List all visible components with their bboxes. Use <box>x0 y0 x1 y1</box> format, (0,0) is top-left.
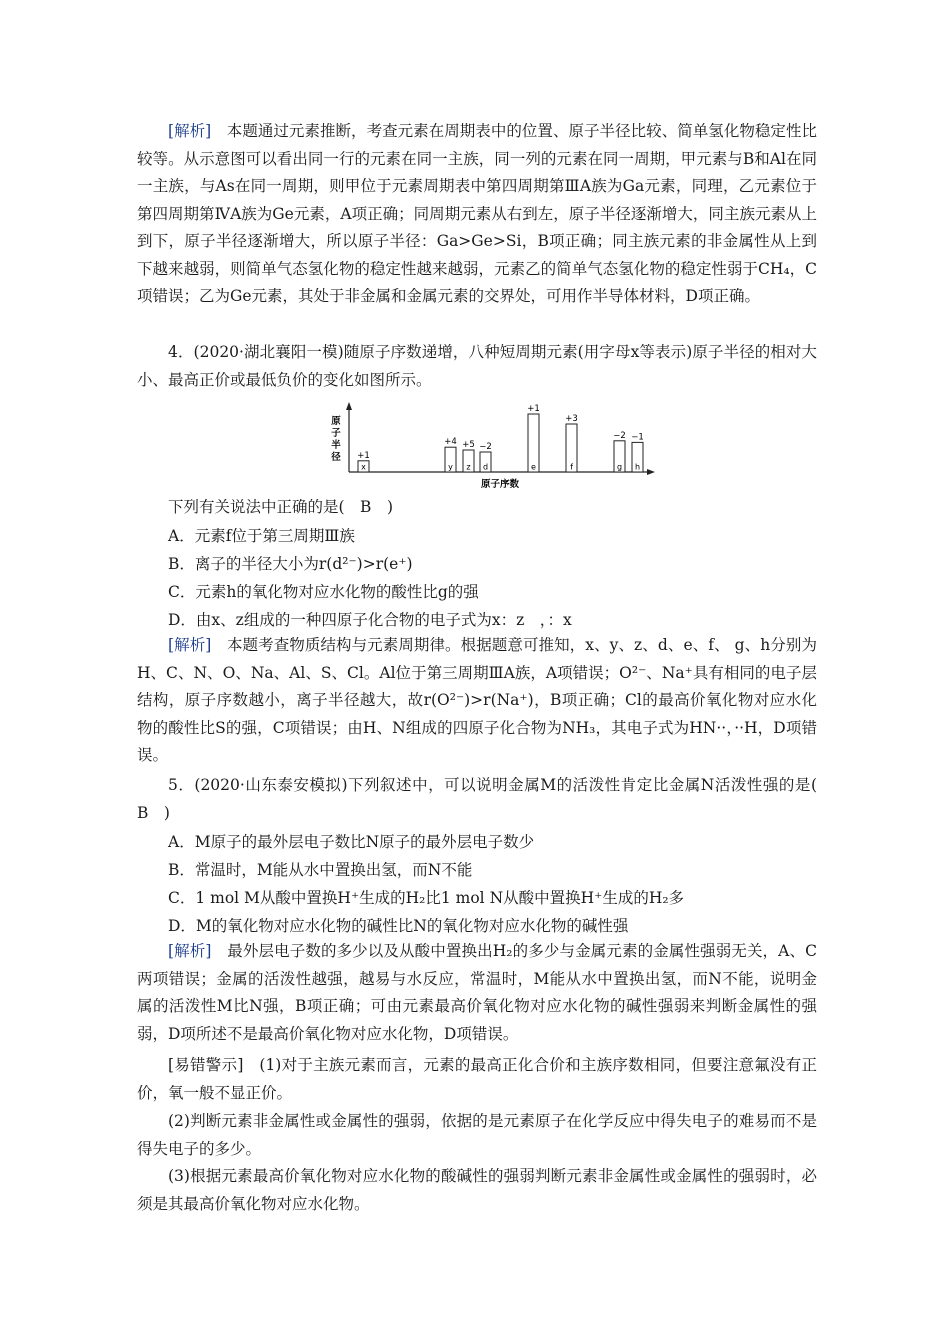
question-4-prompt: 下列有关说法中正确的是( B ) <box>168 498 393 516</box>
question-4-option-a: A．元素f位于第三周期Ⅲ族 <box>168 527 355 545</box>
warning-tag: [易错警示] <box>168 1056 244 1074</box>
bar-label-e: e <box>531 462 536 472</box>
valence-label-z: +5 <box>462 440 475 450</box>
warning-p3: (3)根据元素最高价氧化物对应水化物的酸碱性的强弱判断元素非金属性或金属性的强弱时，必须是其最高价氧化物对应水化物。 <box>137 1167 817 1213</box>
x-axis-label: 原子序数 <box>480 479 520 490</box>
analysis-tag: [解析] <box>168 942 212 960</box>
y-axis-label-char: 原 <box>331 416 341 427</box>
warning-text-1: (1)对于主族元素而言，元素的最高正化合价和主族序数相同，但要注意氟没有正价，氧一般不显正价。 <box>137 1056 817 1102</box>
y-axis-label-char: 半 <box>331 440 341 451</box>
warning-p2: (2)判断元素非金属性或金属性的强弱，依据的是元素原子在化学反应中得失电子的难易而不是得失电子的多少。 <box>137 1112 817 1158</box>
analysis-text: 最外层电子数的多少以及从酸中置换出H₂的多少与金属元素的金属性强弱无关，A、C两项错误；金属的活泼性越强，越易与水反应，常温时，M能从水中置换出氢，而N不能，说明金属的活泼性M比N强，B项正确；可由元素最高价氧化物对应水化物的碱性强弱来判断金属性的强弱，D项所述不是最高价氧化物对应水化物，D项错误。 <box>137 942 817 1043</box>
analysis-q5 <box>137 938 817 1048</box>
question-4-option-b: B．离子的半径大小为r(d²⁻)>r(e⁺) <box>168 555 413 573</box>
chart-axes <box>346 402 655 475</box>
y-axis-label-char: 径 <box>331 452 341 463</box>
bar-label-d: d <box>482 462 489 472</box>
valence-label-y: +4 <box>444 437 457 448</box>
question-5-option-a: A．M原子的最外层电子数比N原子的最外层电子数少 <box>168 833 535 851</box>
bar-label-g: g <box>616 462 623 472</box>
valence-label-e: +1 <box>527 404 540 414</box>
analysis-tag: [解析] <box>168 122 212 140</box>
y-axis-label-char: 子 <box>331 428 341 439</box>
analysis-text: 本题考查物质结构与元素周期律。根据题意可推知，x、y、z、d、e、f、 g、h分别为H、C、N、O、Na、Al、S、Cl。Al位于第三周期ⅢA族，A项错误；O²⁻、Na⁺具有相同的电子层结构，原子序数越小，离子半径越大，故r(O²⁻)>r(Na⁺)，B项正确；Cl的最高价氧化物对应水化物的酸性比S的强，C项错误；由H、N组成的四原子化合物为NH₃，其电子式为HN··，··H，D项错误。 <box>137 636 817 764</box>
bar-label-z: z <box>466 462 471 472</box>
y-axis-label <box>330 415 341 463</box>
question-4-stem: 4．(2020·湖北襄阳一模)随原子序数递增，八种短周期元素(用字母x等表示)原子半径的相对大小、最高正价或最低负价的变化如图所示。 <box>137 343 817 389</box>
bar-label-x: x <box>361 462 366 472</box>
question-5-option-d: D．M的氧化物对应水化物的碱性比N的氧化物对应水化物的碱性强 <box>168 917 629 935</box>
valence-label-f: +3 <box>565 414 578 424</box>
question-5-stem: 5．(2020·山东泰安模拟)下列叙述中，可以说明金属M的活泼性肯定比金属N活泼性强的是( B ) <box>137 776 833 822</box>
analysis-q3 <box>137 118 817 311</box>
question-4-option-c: C．元素h的氧化物对应水化物的酸性比g的强 <box>168 583 479 601</box>
valence-label-d: −2 <box>479 442 492 452</box>
question-5-option-c: C．1 mol M从酸中置换H⁺生成的H₂比1 mol N从酸中置换H⁺生成的H₂多 <box>168 889 685 907</box>
analysis-q4 <box>137 632 817 770</box>
valence-label-h: −1 <box>631 432 644 443</box>
analysis-text: 本题通过元素推断，考查元素在周期表中的位置、原子半径比较、简单氢化物稳定性比较等。从示意图可以看出同一行的元素在同一主族，同一列的元素在同一周期，甲元素与B和Al在同一主族，与As在同一周期，则甲位于元素周期表中第四周期第ⅢA族为Ga元素，同理，乙元素位于第四周期第ⅣA族为Ge元素，A项正确；同周期元素从右到左，原子半径逐渐增大，同主族元素从上到下，原子半径逐渐增大，所以原子半径：Ga>Ge>Si，B项正确；同主族元素的非金属性从上到下越来越弱，则简单气态氢化物的稳定性越来越弱，元素乙的简单气态氢化物的稳定性弱于CH₄，C项错误；乙为Ge元素，其处于非金属和金属元素的交界处，可用作半导体材料，D项正确。 <box>137 122 817 305</box>
analysis-tag: [解析] <box>168 636 212 654</box>
warning-p1 <box>137 1052 817 1107</box>
atomic-radius-chart <box>325 400 655 495</box>
bar-label-f: f <box>570 462 573 472</box>
valence-label-g: −2 <box>613 430 626 441</box>
question-4-option-d: D．由x、z组成的一种四原子化合物的电子式为x：z ，：x <box>168 611 572 629</box>
question-5-option-b: B．常温时，M能从水中置换出氢，而N不能 <box>168 861 473 879</box>
valence-label-x: +1 <box>357 450 370 461</box>
bar-label-y: y <box>448 462 453 472</box>
bar-label-h: h <box>634 462 641 472</box>
